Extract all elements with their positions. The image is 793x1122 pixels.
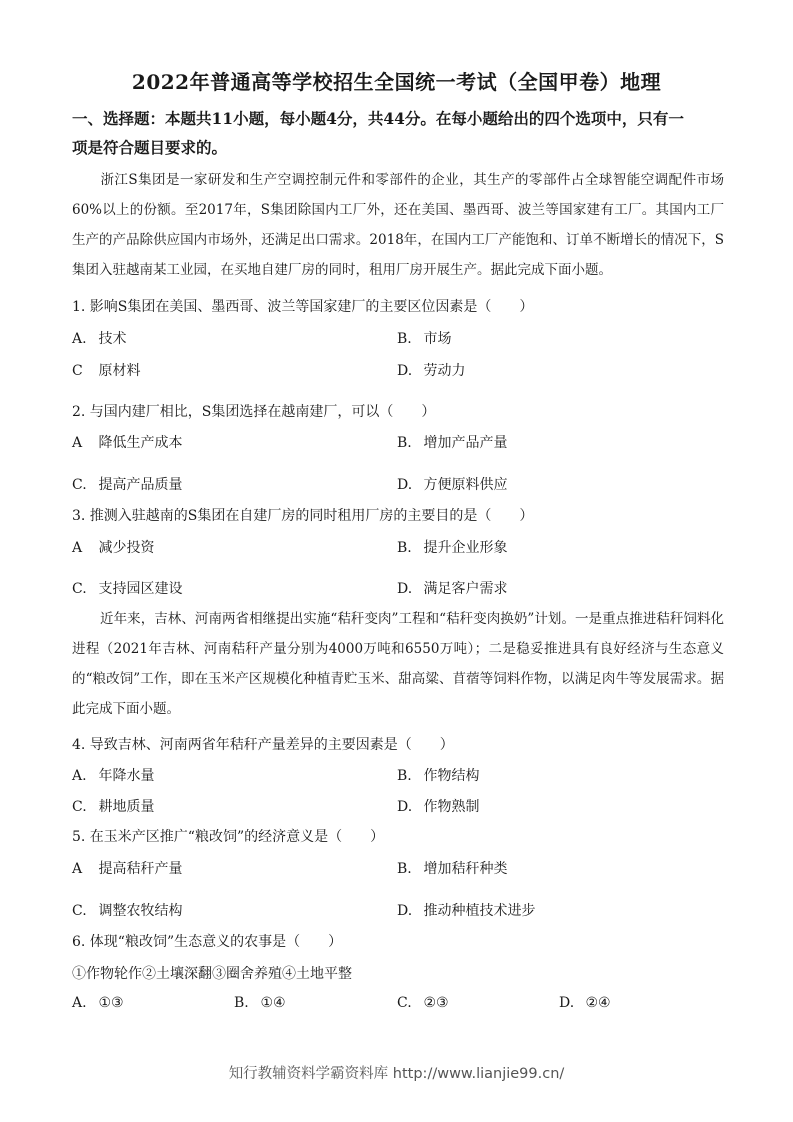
option-key: D. [397,903,413,919]
option-key: B. [234,995,249,1011]
question-5-option-c [72,900,182,920]
question-6-option-b [234,995,286,1011]
option-text: 方便原料供应 [423,477,508,493]
option-key: D. [559,995,575,1011]
option-key: C. [72,903,87,919]
option-key: A [72,861,83,877]
option-key: A [72,435,83,451]
question-4-option-c [72,796,154,816]
question-2-stem: 2. 与国内建厂相比，S集团选择在越南建厂，可以（ ） [72,404,436,420]
option-key: D. [397,477,413,493]
option-text: 推动种植技术进步 [423,903,536,919]
option-text: 调整农牧结构 [98,903,183,919]
option-text: ①③ [98,995,124,1011]
option-text: 提升企业形象 [423,540,508,556]
option-text: 支持园区建设 [98,581,183,597]
question-2-option-a [72,432,182,452]
option-text: 作物熟制 [423,799,480,815]
question-4-stem: 4. 导致吉林、河南两省年秸秆产量差异的主要因素是（ ） [72,737,454,753]
question-1-option-c [72,360,140,380]
question-4-option-b [397,765,479,785]
exam-title: 2022年普通高等学校招生全国统一考试（全国甲卷）地理 [131,70,662,94]
section-instructions [72,104,724,162]
question-2-option-b [397,432,507,452]
section-instructions-line1: 一、选择题：本题共11小题，每小题4分，共44分。在每小题给出的四个选项中，只有一 [72,109,684,128]
question-6-statements: ①作物轮作②土壤深翻③圈舍养殖④土地平整 [72,966,352,982]
question-1-option-d [397,360,465,380]
option-key: B. [397,331,412,347]
option-text: 原材料 [98,363,141,379]
option-text: 降低生产成本 [98,435,183,451]
option-text: 耕地质量 [98,799,155,815]
question-4-option-a [72,765,154,785]
option-text: ②④ [585,995,611,1011]
option-key: B. [397,540,412,556]
question-4-option-d [397,796,479,816]
option-key: A. [72,768,87,784]
question-1-option-b [397,328,451,348]
option-key: C. [72,799,87,815]
option-text: 增加产品产量 [423,435,508,451]
question-6-option-d [559,995,611,1011]
question-3-option-a [72,537,154,557]
option-text: 市场 [423,331,452,347]
option-text: 劳动力 [423,363,466,379]
option-key: C. [72,581,87,597]
footer-watermark: 知行教辅资料学霸资料库 http://www.lianjie99.cn/ [228,1066,565,1082]
option-text: 作物结构 [423,768,480,784]
option-key: B. [397,861,412,877]
question-1-option-a [72,328,126,348]
section-instructions-line2: 项是符合题目要求的。 [72,138,228,157]
option-key: C [72,363,83,379]
question-5-stem: 5. 在玉米产区推广“粮改饲”的经济意义是（ ） [72,829,385,845]
option-key: C. [72,477,87,493]
option-key: D. [397,581,413,597]
question-3-option-b [397,537,507,557]
option-text: 提高秸秆产量 [98,861,183,877]
question-6-stem: 6. 体现“粮改饲”生态意义的农事是（ ） [72,934,343,950]
option-text: 技术 [98,331,127,347]
passage-2 [72,604,724,724]
option-text: 满足客户需求 [423,581,508,597]
option-key: A. [72,331,87,347]
option-key: C. [397,995,412,1011]
option-key: D. [397,363,413,379]
question-3-option-d [397,578,507,598]
option-key: B. [397,435,412,451]
option-key: B. [397,768,412,784]
question-1-stem: 1. 影响S集团在美国、墨西哥、波兰等国家建厂的主要区位因素是（ ） [72,299,534,315]
option-text: 年降水量 [98,768,155,784]
option-text: ②③ [423,995,449,1011]
option-text: 提高产品质量 [98,477,183,493]
passage-1-text: 浙江S集团是一家研发和生产空调控制元件和零部件的企业，其生产的零部件占全球智能空调配件市场60%以上的份额。至2017年，S集团除国内工厂外，还在美国、墨西哥、波兰等国家建有工厂。其国内工厂生产的产品除供应国内市场外，还满足出口需求。2018年，在国内工厂产能饱和、订单不断增长的情况下，S集团入驻越南某工业园，在买地自建厂房的同时，租用厂房开展生产。据此完成下面小题。 [72,172,724,278]
question-3-option-c [72,578,182,598]
question-2-option-c [72,474,182,494]
passage-1 [72,165,724,285]
question-5-option-a [72,858,182,878]
passage-2-text: 近年来，吉林、河南两省相继提出实施“秸秆变肉”工程和“秸秆变肉换奶”计划。一是重点推进秸秆饲料化进程（2021年吉林、河南秸秆产量分别为4000万吨和6550万吨）；二是稳妥推进具有良好经济与生态意义的“粮改饲”工作，即在玉米产区规模化种植青贮玉米、甜高粱、苜蓿等饲料作物，以满足肉牛等发展需求。据此完成下面小题。 [72,611,724,717]
option-key: A [72,540,83,556]
question-3-stem: 3. 推测入驻越南的S集团在自建厂房的同时租用厂房的主要目的是（ ） [72,508,534,524]
option-text: 减少投资 [98,540,155,556]
question-6-option-c [397,995,449,1011]
question-5-option-b [397,858,507,878]
question-5-option-d [397,900,535,920]
option-key: A. [72,995,87,1011]
question-6-option-a [72,995,124,1011]
question-2-option-d [397,474,507,494]
option-key: D. [397,799,413,815]
option-text: ①④ [260,995,286,1011]
option-text: 增加秸秆种类 [423,861,508,877]
